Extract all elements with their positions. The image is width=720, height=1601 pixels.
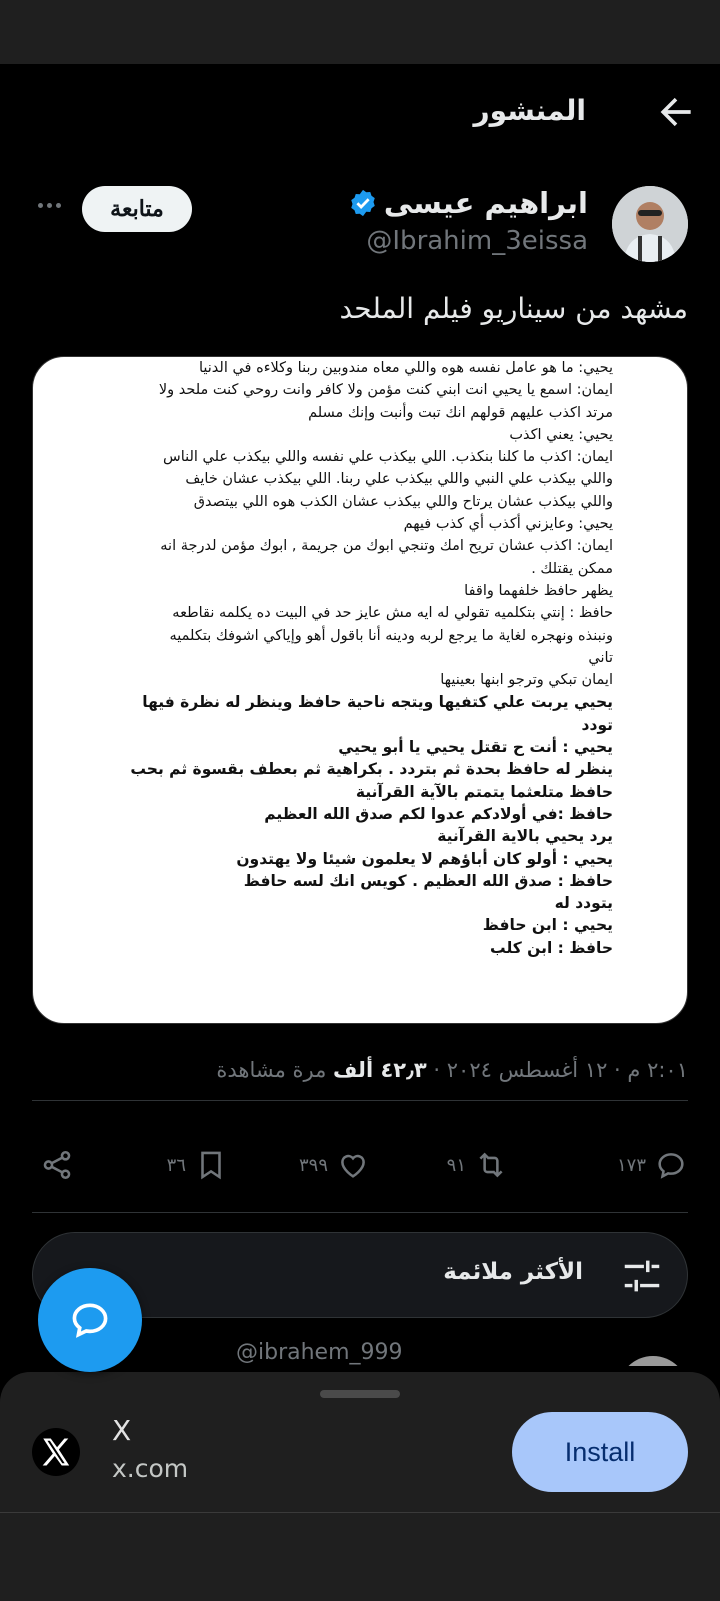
reply-avatar[interactable] xyxy=(618,1356,688,1366)
script-line: يحيي : أولو كان أباؤهم لا يعلمون شيئا ولا يهتدون xyxy=(236,849,613,868)
reply-count: ١٧٣ xyxy=(616,1154,646,1176)
bookmark-button[interactable] xyxy=(167,1148,228,1182)
arrow-left-icon xyxy=(654,90,698,134)
script-line: حافظ متلعثما يتمتم بالآية القرآنية xyxy=(355,782,613,801)
script-line: واللي بيكذب عشان يرتاح واللي بيكذب عشان الكذب هوه اللي بيتصدق xyxy=(193,493,613,510)
app-name: X xyxy=(112,1414,132,1447)
share-icon xyxy=(40,1148,74,1182)
compose-reply-button[interactable] xyxy=(38,1268,142,1372)
post-actions xyxy=(0,1148,720,1200)
views-count: ٤٢٫٣ ألف xyxy=(333,1058,427,1082)
repost-icon xyxy=(474,1148,508,1182)
like-button[interactable] xyxy=(299,1148,370,1182)
script-line: ايمان: اسمع يا يحيي انت ابني كنت مؤمن ولا كافر وانت روحي كنت ملحد ولا xyxy=(158,382,613,399)
script-line: ايمان تبكي وترجو ابنها بعينيها xyxy=(440,672,613,689)
divider xyxy=(32,1212,688,1213)
top-app-bar xyxy=(0,64,720,160)
follow-button[interactable]: متابعة xyxy=(82,186,192,232)
bookmark-count: ٣٦ xyxy=(166,1154,186,1176)
chat-bubble-icon xyxy=(68,1298,112,1342)
script-line: حافظ : صدق الله العظيم . كويس انك لسه حافظ xyxy=(243,871,613,890)
app-domain: x.com xyxy=(112,1454,189,1483)
script-line: يتودد له xyxy=(554,894,613,913)
install-app-sheet xyxy=(0,1372,720,1600)
more-dots-icon xyxy=(56,203,61,208)
script-line: ايمان: اكذب ما كلنا بنكذب. اللي بيكذب علي نفسه واللي بيكذب علي الناس xyxy=(163,449,613,466)
script-line: يرد يحيي بالاية القرآنية xyxy=(437,827,613,846)
sliders-icon xyxy=(619,1253,665,1299)
script-line: تاني xyxy=(588,649,613,666)
more-dots-icon xyxy=(47,203,52,208)
more-options-button[interactable] xyxy=(32,190,66,220)
script-line: يحيي : أنت ح تقتل يحيي يا أبو يحيي xyxy=(338,738,613,757)
script-line: يظهر حافظ خلفهما واقفا xyxy=(464,582,613,599)
x-logo-icon xyxy=(32,1428,80,1476)
script-line: حافظ :في أولادكم عدوا لكم صدق الله العظيم xyxy=(264,804,613,823)
script-line: حافظ : إنتي بتكلميه تقولي له ايه مش عايز حد في البيت ده يكلمه نقاطعه xyxy=(172,605,613,622)
status-bar xyxy=(0,0,720,64)
x-logo-glyph xyxy=(38,1434,74,1470)
author-name-text: ابراهيم عيسى xyxy=(383,186,588,220)
script-line: حافظ : ابن كلب xyxy=(490,938,613,957)
reply-handle: @ibrahem_999 xyxy=(236,1340,403,1365)
navigation-bar xyxy=(0,1512,720,1601)
script-line: يحيي: يعني اكذب xyxy=(509,426,613,443)
like-count: ٣٩٩ xyxy=(298,1154,328,1176)
author-handle[interactable]: @Ibrahim_3eissa xyxy=(366,226,588,256)
views-label: مرة مشاهدة xyxy=(216,1058,334,1082)
script-line: واللي بيكذب علي النبي واللي بيكذب علي ربنا. اللي بيكذب عشان خايف xyxy=(185,471,613,488)
script-line: يحيي: ما هو عامل نفسه هوه واللي معاه مندوبين ربنا وكلاءه في الدنيا xyxy=(198,360,613,376)
script-line: ينظر له حافظ بحدة ثم بتردد . بكراهية ثم بعطف بقسوة ثم بحب xyxy=(130,760,613,779)
script-line: يحيي يربت علي كتفيها ويتجه ناحية حافظ وينظر له نظرة فيها xyxy=(142,693,613,712)
script-line: يحيي : ابن حافظ xyxy=(482,916,613,935)
post-author-row xyxy=(0,180,720,270)
post-meta xyxy=(216,1058,688,1082)
script-line: ونبنذه ونهجره لغاية ما يرجع لربه ودينه أنا باقول أهو وإياكي اشوفك بتكلميه xyxy=(169,627,613,644)
verified-badge-icon xyxy=(348,188,378,218)
sort-label: الأكثر ملائمة xyxy=(443,1259,583,1285)
page-title: المنشور xyxy=(473,94,586,127)
script-line: ممكن يقتلك . xyxy=(531,560,613,577)
repost-count: ٩١ xyxy=(446,1154,466,1176)
avatar-image xyxy=(612,186,688,262)
author-avatar[interactable] xyxy=(612,186,688,262)
post-image[interactable] xyxy=(32,356,688,1024)
script-line: مرتد اكذب عليهم قولهم انك تبت وأنبت وإنك مسلم xyxy=(308,404,613,421)
reply-button[interactable] xyxy=(617,1148,688,1182)
share-button[interactable] xyxy=(40,1148,74,1182)
more-dots-icon xyxy=(38,203,43,208)
post-timestamp: ٢:٠١ م · ١٢ أغسطس ٢٠٢٤ · xyxy=(426,1058,688,1082)
bookmark-icon xyxy=(194,1148,228,1182)
script-line: يحيي: وعايزني أكذب أي كذب فيهم xyxy=(403,516,613,533)
script-line: تودد xyxy=(581,715,613,734)
heart-icon xyxy=(336,1148,370,1182)
divider xyxy=(32,1100,688,1101)
author-name[interactable] xyxy=(348,186,588,220)
back-button[interactable] xyxy=(654,90,698,134)
install-button[interactable]: Install xyxy=(512,1412,688,1492)
post-text: مشهد من سيناريو فيلم الملحد xyxy=(339,292,688,325)
script-line: ايمان: اكذب عشان تريح امك وتنجي ابوك من جريمة , ابوك مؤمن لدرجة انه xyxy=(160,538,613,555)
sheet-drag-handle[interactable] xyxy=(320,1390,400,1398)
reply-icon xyxy=(654,1148,688,1182)
script-text xyxy=(93,357,613,959)
repost-button[interactable] xyxy=(447,1148,508,1182)
